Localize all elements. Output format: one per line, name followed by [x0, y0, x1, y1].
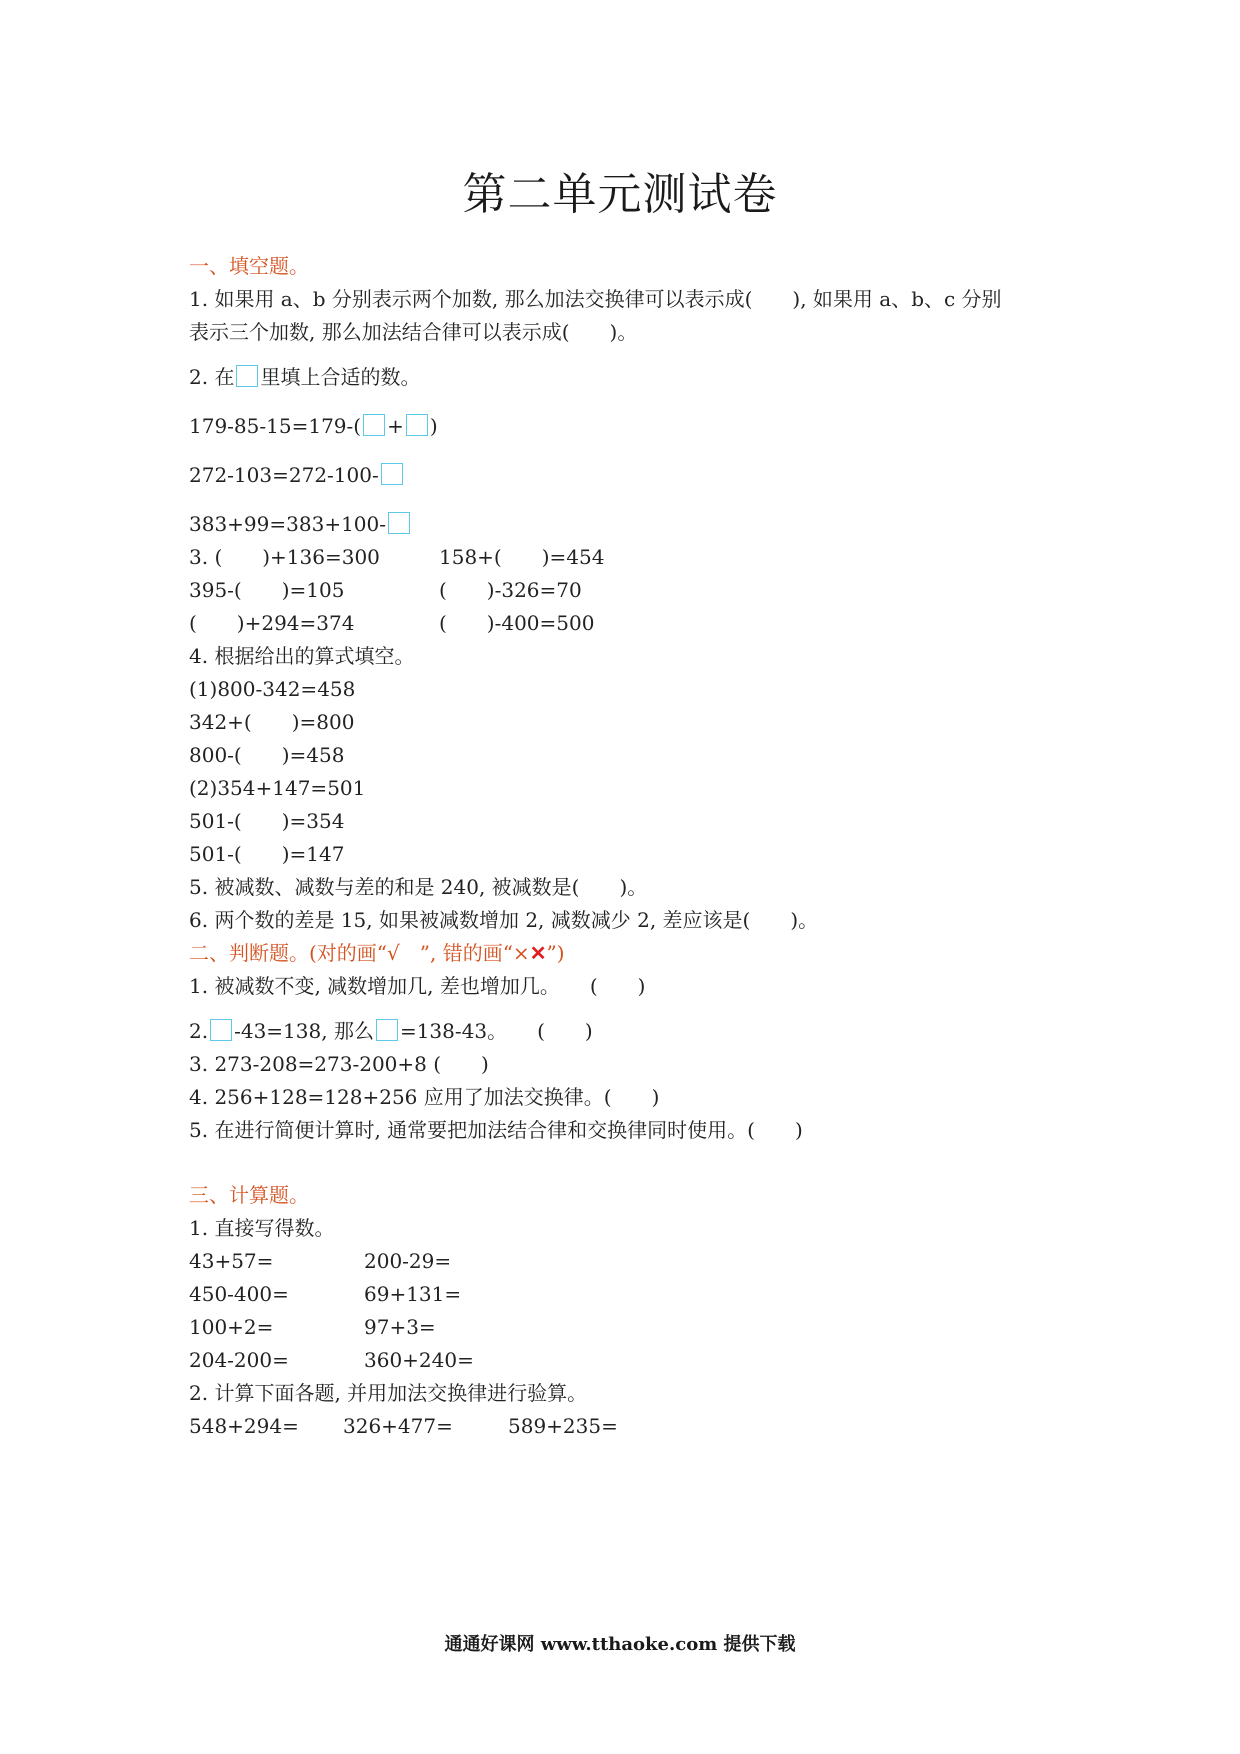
s3-calc-item: 100+2= — [189, 1315, 274, 1339]
answer-box[interactable] — [406, 414, 428, 436]
s3-verify-item: 326+477= — [343, 1414, 453, 1438]
section-3-heading: 三、计算题。 — [189, 1183, 309, 1207]
s1-q3-row — [189, 607, 1089, 640]
s1-q5: 5. 被减数、减数与差的和是 240, 被减数是( )。 — [189, 875, 648, 899]
s2-q2 — [189, 1015, 1089, 1048]
s1-q4-line: 800-( )=458 — [189, 743, 345, 767]
expr1-plus: + — [387, 414, 404, 438]
s3-calc-item: 204-200= — [189, 1348, 289, 1372]
s1-q2-pre: 2. 在 — [189, 365, 235, 389]
page-title: 第二单元测试卷 — [462, 169, 778, 220]
s1-q3-row — [189, 574, 1089, 607]
s1-q2-post: 里填上合适的数。 — [260, 365, 421, 389]
expr3-text: 383+99=383+100- — [189, 512, 387, 536]
s2-heading-post: ”) — [546, 941, 565, 965]
s2-q2-post: =138-43。 ( ) — [399, 1019, 593, 1043]
s1-q4-line: 342+( )=800 — [189, 710, 355, 734]
s3-calc-item: 43+57= — [189, 1249, 274, 1273]
s1-q6: 6. 两个数的差是 15, 如果被减数增加 2, 减数减少 2, 差应该是( )。 — [189, 908, 819, 932]
s1-q3-item: 395-( )=105 — [189, 578, 345, 602]
s2-q1: 1. 被减数不变, 减数增加几, 差也增加几。 ( ) — [189, 974, 646, 998]
s1-q1-line2: 表示三个加数, 那么加法结合律可以表示成( )。 — [189, 320, 638, 344]
footer-credit: 通通好课网 www.tthaoke.com 提供下载 — [444, 1634, 796, 1655]
s1-q4-line: (2)354+147=501 — [189, 776, 366, 800]
s3-calc-item: 360+240= — [364, 1348, 474, 1372]
s1-q4-label: 4. 根据给出的算式填空。 — [189, 644, 415, 668]
s1-q3-item: 158+( )=454 — [439, 545, 605, 569]
s3-q1-row — [189, 1278, 1089, 1311]
s3-q2-row — [189, 1410, 1089, 1443]
s1-q3-item: ( )-326=70 — [439, 578, 582, 602]
s3-q1-row — [189, 1245, 1089, 1278]
s1-q4-line: (1)800-342=458 — [189, 677, 356, 701]
s3-calc-item: 450-400= — [189, 1282, 289, 1306]
s1-q3-row — [189, 541, 1089, 574]
section-1-heading: 一、填空题。 — [189, 254, 309, 278]
s3-verify-item: 589+235= — [508, 1414, 618, 1438]
answer-box[interactable] — [210, 1019, 232, 1041]
expr1-post: ) — [429, 414, 438, 438]
s1-q2-expr3 — [189, 508, 1089, 541]
s1-q4-line: 501-( )=147 — [189, 842, 345, 866]
s1-q2-expr1 — [189, 410, 1089, 443]
s1-q3-item: ( )-400=500 — [439, 611, 595, 635]
expr2-text: 272-103=272-100- — [189, 463, 379, 487]
s2-q3: 3. 273-208=273-200+8 ( ) — [189, 1052, 489, 1076]
answer-box[interactable] — [363, 414, 385, 436]
s1-q2-expr2 — [189, 459, 1089, 492]
s3-verify-item: 548+294= — [189, 1414, 299, 1438]
s3-q1-row — [189, 1311, 1089, 1344]
cross-mark-icon: ✕ — [529, 941, 547, 965]
s3-calc-item: 69+131= — [364, 1282, 462, 1306]
s2-q4: 4. 256+128=128+256 应用了加法交换律。( ) — [189, 1085, 660, 1109]
answer-box[interactable] — [376, 1019, 398, 1041]
s2-q2-pre: 2. — [189, 1019, 209, 1043]
s1-q3-item: 3. ( )+136=300 — [189, 545, 380, 569]
expr1-pre: 179-85-15=179-( — [189, 414, 362, 438]
s1-q1-line1: 1. 如果用 a、b 分别表示两个加数, 那么加法交换律可以表示成( ), 如果用 a、b、c 分别 — [189, 287, 1002, 311]
s3-q1-row — [189, 1344, 1089, 1377]
answer-box[interactable] — [381, 463, 403, 485]
exam-content — [189, 250, 1089, 1443]
s3-calc-item: 97+3= — [364, 1315, 436, 1339]
answer-box[interactable] — [388, 512, 410, 534]
answer-box[interactable] — [236, 365, 258, 387]
s1-q3-item: ( )+294=374 — [189, 611, 355, 635]
s2-q5: 5. 在进行简便计算时, 通常要把加法结合律和交换律同时使用。( ) — [189, 1118, 803, 1142]
s3-q2-label: 2. 计算下面各题, 并用加法交换律进行验算。 — [189, 1381, 588, 1405]
s2-heading-pre: 二、判断题。(对的画“√ ”, 错的画“× — [189, 941, 530, 965]
section-2-heading — [189, 937, 1089, 970]
s3-q1-label: 1. 直接写得数。 — [189, 1216, 335, 1240]
s3-calc-item: 200-29= — [364, 1249, 452, 1273]
s1-q4-line: 501-( )=354 — [189, 809, 345, 833]
s2-q2-mid: -43=138, 那么 — [234, 1019, 374, 1043]
s1-q2 — [189, 361, 1089, 394]
